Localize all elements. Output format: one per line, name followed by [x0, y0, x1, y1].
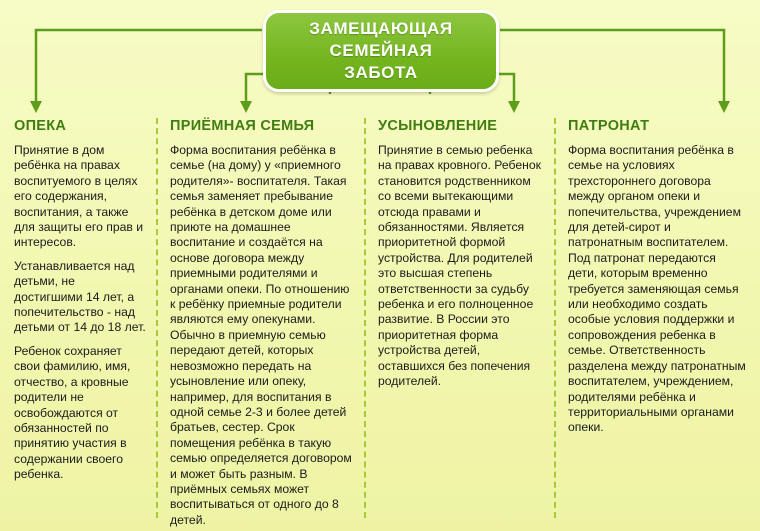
column-heading-opeka: ОПЕКА [14, 118, 67, 134]
title-line-2: СЕМЕЙНАЯ [329, 41, 433, 60]
paragraph: Форма воспитания ребёнка в семье (на дому) у «приемного родителя»- воспитателя. Такая семья заменяет пребывание ребёнка в детском доме или приюте на домашнее воспитание и создаётся на основе договора между приемными родителями и органами опеки. По отношению к ребёнку приемные родители являются ему опекунами. Обычно в приемную семью передают детей, которых невозможно передать на усыновление или опеку, например, для воспитания в одной семье 2-3 и более детей братьев, сестер. Срок помещения ребёнка в такую семью определяется договором и может быть разным. В приёмных семьях может воспитываться от одного до 8 детей. [170, 143, 352, 527]
paragraph: Устанавливается над детьми, не достигшими 14 лет, а попечительство - над детьми от 14 до 18 лет. [14, 258, 146, 335]
title-box [263, 10, 499, 92]
column-body-opeka [14, 143, 146, 483]
paragraph: Форма воспитания ребёнка в семье на условиях трехстороннего договора между органом опеки и попечительства, учреждением для детей-сирот и патронатным воспитателем. Под патронат передаются дети, которым временно требуется заменяющая семья или необходимо создать особые условия поддержки и сопровождения ребенка в семье. Ответственность разделена между патронатным воспитателем, учреждением, родителями ребёнка и территориальными органами опеки. [568, 143, 746, 435]
columns-container [0, 118, 760, 527]
column-body-patronat [568, 143, 746, 436]
column-heading-patronat: ПАТРОНАТ [568, 118, 650, 134]
paragraph: Принятие в семью ребенка на правах кровного. Ребенок становится родственником со всеми вытекающими отсюда правами и обязанностями. Является приоритетной формой устройства. Для родителей это высшая степень ответственности за судьбу ребенка и его полноценное развитие. В России это приоритетная форма устройства детей, оставшихся без попечения родителей. [378, 143, 541, 389]
column-usynovlenie [366, 118, 556, 518]
column-opeka [0, 118, 158, 518]
column-heading-usynovlenie: УСЫНОВЛЕНИЕ [378, 118, 498, 134]
column-body-usynovlenie [378, 143, 544, 390]
column-patronat [556, 118, 760, 518]
title-text [309, 18, 452, 84]
arrow-head-opeka [30, 101, 42, 113]
title-line-1: ЗАМЕЩАЮЩАЯ [309, 19, 453, 38]
arrow-head-usynovlenie [508, 101, 520, 113]
paragraph: Принятие в дом ребёнка на правах воспитуемого в целях его содержания, воспитания, а также для защиты его прав и интересов. [14, 143, 144, 250]
paragraph: Ребенок сохраняет свои фамилию, имя, отчество, а кровные родители не освобождаются от обязанностей по принятию участия в содержании своего ребенка. [14, 343, 131, 482]
arrow-head-patronat [718, 101, 730, 113]
column-body-priemnaya-semya [170, 143, 354, 528]
column-heading-priemnaya-semya: ПРИЁМНАЯ СЕМЬЯ [170, 118, 315, 134]
title-line-3: ЗАБОТА [344, 63, 418, 82]
arrow-head-priemnaya [240, 101, 252, 113]
column-priemnaya-semya [158, 118, 366, 527]
